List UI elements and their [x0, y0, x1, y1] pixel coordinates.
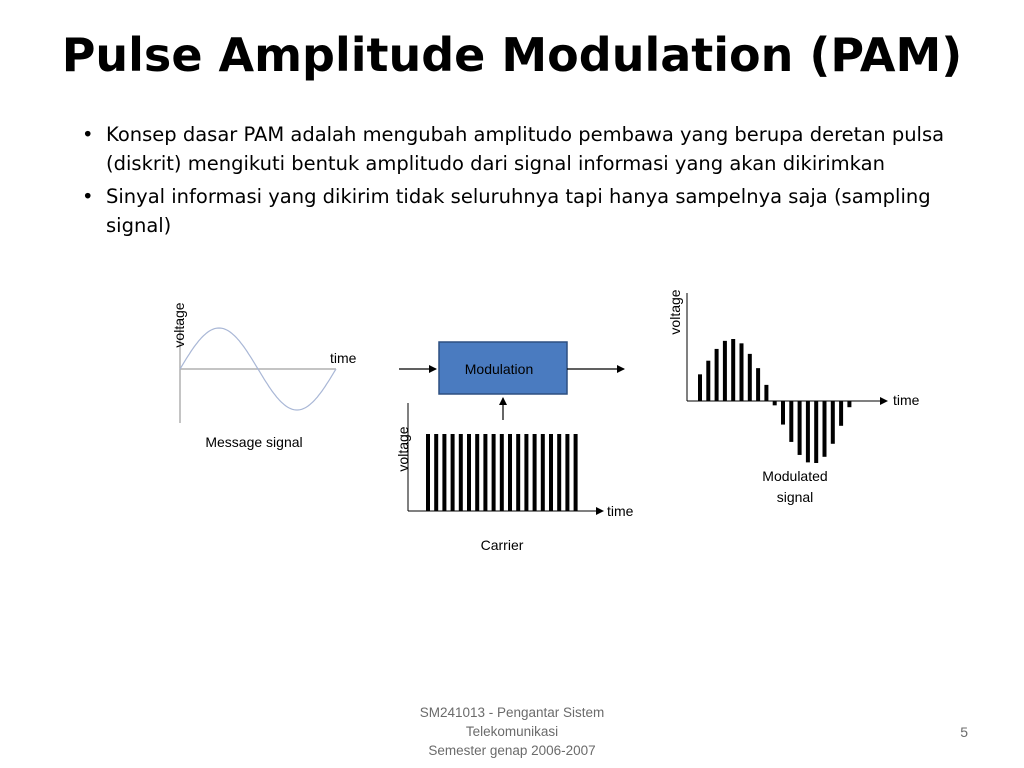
modulated-pulse — [831, 401, 835, 444]
carrier-pulse — [426, 434, 430, 511]
modulated-pulse — [806, 401, 810, 462]
carrier-pulse — [541, 434, 545, 511]
modulated-pulse — [748, 354, 752, 401]
message-signal-plot — [171, 302, 357, 450]
bullet-dot: • — [82, 123, 94, 146]
carrier-pulse — [442, 434, 446, 511]
modulated-pulse — [773, 401, 777, 405]
modulated-pulse — [781, 401, 785, 425]
carrier-pulse — [451, 434, 455, 511]
modulation-label: Modulation — [464, 361, 534, 377]
modulated-pulse — [839, 401, 843, 426]
carrier-pulse — [500, 434, 504, 511]
carrier-pulse — [459, 434, 463, 511]
bullet-dot: • — [82, 185, 94, 208]
message-caption: Message signal — [205, 434, 303, 450]
modulated-pulse — [723, 341, 727, 401]
carrier-pulse — [475, 434, 479, 511]
modulated-pulse — [731, 339, 735, 401]
page-number: 5 — [960, 724, 968, 740]
carrier-pulse — [565, 434, 569, 511]
footer-semester: Semester genap 2006-2007 — [428, 743, 596, 758]
modulated-pulse — [823, 401, 827, 457]
modulated-pulse — [789, 401, 793, 442]
modulated-pulse — [814, 401, 818, 463]
carrier-plot — [395, 403, 634, 553]
modulated-pulse — [706, 361, 710, 401]
modulated-pulse — [715, 349, 719, 401]
modulated-voltage-label: voltage — [667, 289, 683, 335]
carrier-pulse — [467, 434, 471, 511]
message-voltage-label: voltage — [171, 302, 187, 348]
footer-course-line2: Telekomunikasi — [465, 724, 559, 739]
modulated-pulse — [847, 401, 851, 407]
modulated-pulse — [698, 374, 702, 401]
carrier-pulse — [533, 434, 537, 511]
bullet-text-1: Konsep dasar PAM adalah mengubah amplitudo pembawa yang berupa deretan pulsa (diskrit) mengikuti bentuk amplitudo dari signal informasi yang akan dikirimkan — [106, 123, 945, 175]
carrier-pulse — [434, 434, 438, 511]
carrier-pulse — [516, 434, 520, 511]
modulated-pulse — [764, 385, 768, 401]
carrier-pulse — [483, 434, 487, 511]
carrier-pulse-train — [426, 434, 578, 511]
slide-title: Pulse Amplitude Modulation (PAM) — [61, 28, 963, 82]
modulated-caption-line1: Modulated — [762, 468, 828, 484]
message-time-label: time — [330, 350, 357, 366]
footer-course-line1: SM241013 - Pengantar Sistem — [419, 705, 605, 720]
bullet-text-2: Sinyal informasi yang dikirim tidak seluruhnya tapi hanya sampelnya saja (sampling signal) — [106, 185, 931, 237]
modulated-pulse — [798, 401, 802, 455]
carrier-pulse — [524, 434, 528, 511]
modulated-signal-plot — [667, 289, 920, 505]
carrier-pulse — [557, 434, 561, 511]
carrier-voltage-label: voltage — [395, 426, 411, 472]
carrier-pulse — [574, 434, 578, 511]
carrier-time-label: time — [607, 503, 634, 519]
carrier-pulse — [549, 434, 553, 511]
carrier-pulse — [508, 434, 512, 511]
modulated-caption-line2: signal — [776, 489, 814, 505]
carrier-pulse — [492, 434, 496, 511]
modulator — [399, 342, 624, 420]
modulated-pulse — [756, 368, 760, 401]
carrier-caption: Carrier — [480, 537, 524, 553]
modulated-time-label: time — [893, 392, 920, 408]
footer — [386, 703, 638, 760]
modulated-pulse — [740, 343, 744, 401]
